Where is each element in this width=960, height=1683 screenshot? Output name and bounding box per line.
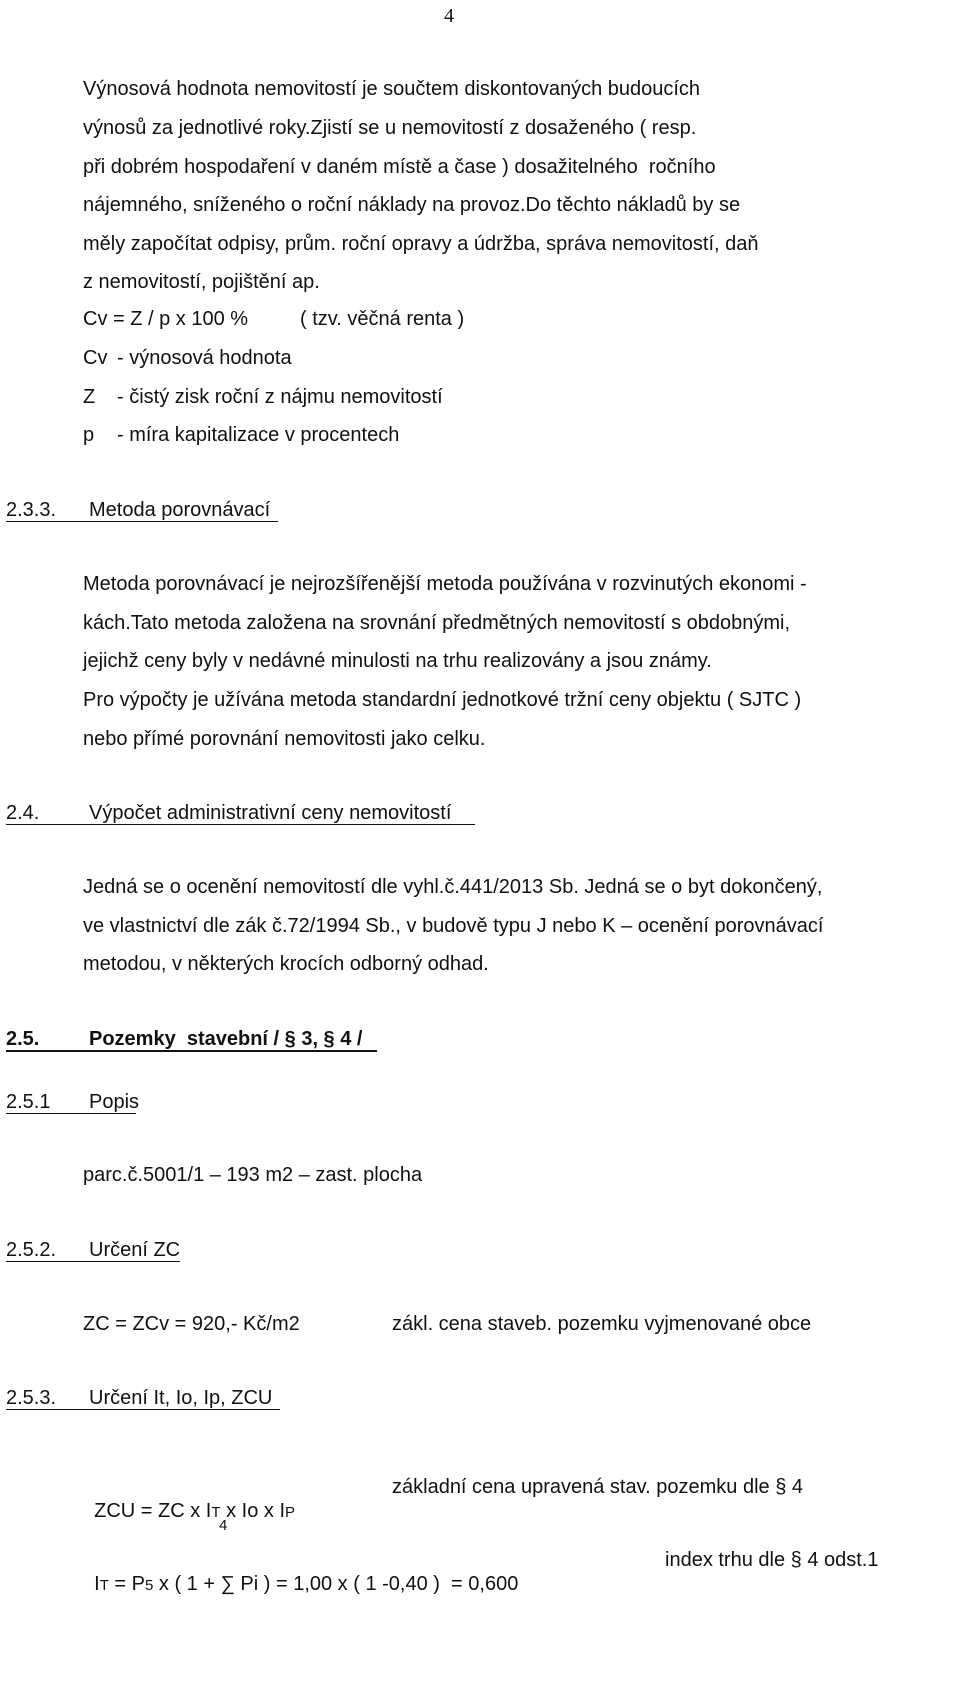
text-line: Výnosová hodnota nemovitostí je součtem diskontovaných budoucích — [83, 78, 701, 100]
section-heading-2-5-2 — [6, 1238, 946, 1262]
legend-symbol: Z — [83, 386, 96, 408]
parcel-description: parc.č.5001/1 – 193 m2 – zast. plocha — [83, 1164, 423, 1186]
text-line: výnosů za jednotlivé roky.Zjistí se u nemovitostí z dosaženého ( resp. — [83, 117, 697, 139]
text-line: z nemovitostí, pojištění ap. — [83, 271, 320, 293]
section-title: Pozemky stavební / § 3, § 4 / — [89, 1028, 363, 1050]
section-heading-2-3-3 — [6, 498, 946, 522]
text-line: kách.Tato metoda založena na srovnání předmětných nemovitostí s obdobnými, — [83, 612, 791, 634]
it-formula: IT = P5 x ( 1 + ∑ Pi ) = 1,00 x ( 1 -0,40 ) = 0,600 — [94, 1573, 519, 1595]
zcu-note: základní cena upravená stav. pozemku dle § 4 — [392, 1476, 803, 1498]
section-heading-2-5 — [6, 1027, 946, 1051]
section-number: 2.4. — [6, 802, 40, 824]
text-line: Metoda porovnávací je nejrozšířenější metoda používána v rozvinutých ekonomi - — [83, 573, 807, 595]
section-number: 2.5.1 — [6, 1091, 51, 1113]
section-title: Výpočet administrativní ceny nemovitostí — [89, 802, 452, 824]
it-note: index trhu dle § 4 odst.1 — [665, 1549, 879, 1571]
yield-formula-note: ( tzv. věčná renta ) — [300, 308, 465, 330]
page-number: 4 — [444, 5, 454, 27]
sum-superscript: 4 — [219, 1517, 228, 1534]
section-number: 2.5. — [6, 1028, 40, 1050]
text-line: ve vlastnictví dle zák č.72/1994 Sb., v budově typu J nebo K – ocenění porovnávací — [83, 915, 824, 937]
section-title: Popis — [89, 1091, 140, 1113]
zcu-formula: ZCU = ZC x IT x Io x IP — [94, 1500, 296, 1522]
legend-symbol: p — [83, 424, 95, 446]
text-line: nájemného, sníženého o roční náklady na provoz.Do těchto nákladů by se — [83, 194, 741, 216]
legend-symbol: Cv — [83, 347, 108, 369]
text-line: jejichž ceny byly v nedávné minulosti na trhu realizovány a jsou známy. — [83, 650, 712, 672]
legend-description: - míra kapitalizace v procentech — [117, 424, 400, 446]
text-line: nebo přímé porovnání nemovitosti jako celku. — [83, 728, 486, 750]
section-heading-2-5-3 — [6, 1386, 946, 1410]
text-line: Pro výpočty je užívána metoda standardní jednotkové tržní ceny objektu ( SJTC ) — [83, 689, 802, 711]
text-line: při dobrém hospodaření v daném místě a čase ) dosažitelného ročního — [83, 156, 716, 178]
section-number: 2.5.2. — [6, 1239, 57, 1261]
section-heading-2-4 — [6, 801, 946, 825]
zc-note: zákl. cena staveb. pozemku vyjmenované obce — [392, 1313, 812, 1335]
section-title: Metoda porovnávací — [89, 499, 271, 521]
text-line: metodou, v některých krocích odborný odhad. — [83, 953, 489, 975]
section-heading-2-5-1 — [6, 1090, 946, 1114]
text-line: Jedná se o ocenění nemovitostí dle vyhl.č.441/2013 Sb. Jedná se o byt dokončený, — [83, 876, 823, 898]
section-number: 2.5.3. — [6, 1387, 57, 1409]
legend-description: - čistý zisk roční z nájmu nemovitostí — [117, 386, 443, 408]
section-title: Určení ZC — [89, 1239, 181, 1261]
section-title: Určení It, Io, Ip, ZCU — [89, 1387, 273, 1409]
zc-formula: ZC = ZCv = 920,- Kč/m2 — [83, 1313, 300, 1335]
text-line: měly započítat odpisy, prům. roční opravy a údržba, správa nemovitostí, daň — [83, 233, 759, 255]
yield-formula: Cv = Z / p x 100 % — [83, 308, 249, 330]
section-number: 2.3.3. — [6, 499, 57, 521]
legend-description: - výnosová hodnota — [117, 347, 292, 369]
